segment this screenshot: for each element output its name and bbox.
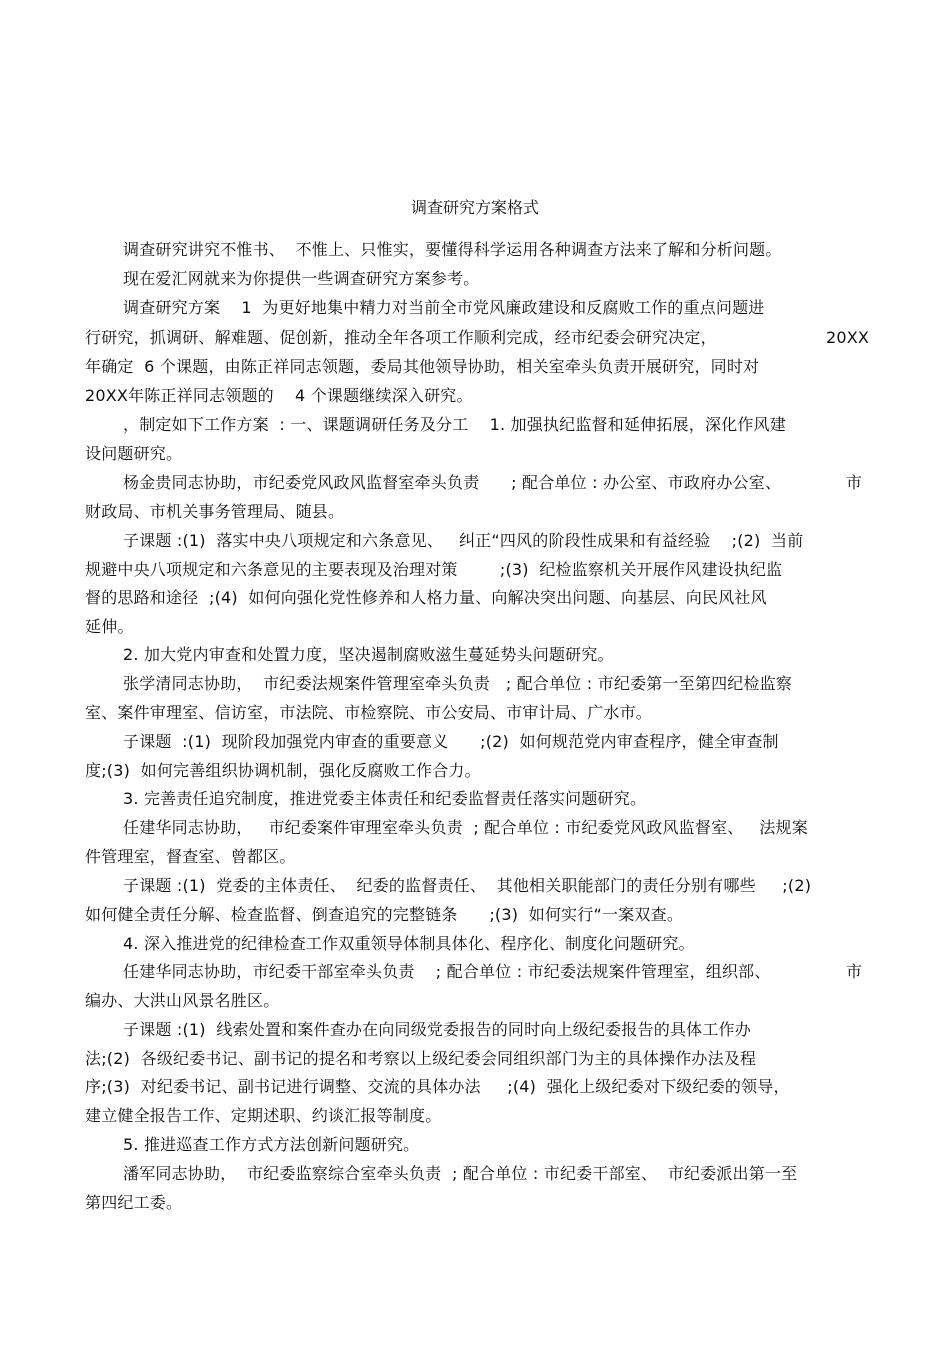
text-line: ，制定如下工作方案 : 一、课题调研任务及分工 1. 加强执纪监督和延伸拓展，深化作风建 — [123, 415, 786, 434]
text-line: 延伸。 — [85, 617, 134, 636]
text-line: 任建华同志协助，市纪委干部室牵头负责 ; 配合单位 : 市纪委法规案件管理室，组织部、 — [123, 962, 771, 981]
text-line: 件管理室，督查室、曾都区。 — [85, 847, 296, 866]
text-line: 法;(2) 各级纪委书记、副书记的提名和考察以上级纪委会同组织部门为主的具体操作办法及程 — [85, 1049, 757, 1068]
text-line: 潘军同志协助， 市纪委监察综合室牵头负责 ; 配合单位 : 市纪委干部室、 市纪委派出第一至 — [123, 1164, 798, 1183]
text-line: 如何健全责任分解、检查监督、倒查追究的完整链条 ;(3) 如何实行“一案双查。 — [85, 905, 684, 924]
text-line: 调查研究讲究不惟书、 不惟上、只惟实，要懂得科学运用各种调查方法来了解和分析问题。 — [123, 240, 782, 259]
text-line: 2. 加大党内审查和处置力度，坚决遏制腐败滋生蔓延势头问题研究。 — [123, 645, 614, 664]
document-title: 调查研究方案格式 — [410, 198, 539, 217]
text-line: 市 — [846, 962, 863, 981]
text-line: 规避中央八项规定和六条意见的主要表现及治理对策 ;(3) 纪检监察机关开展作风建设执纪监 — [85, 560, 783, 579]
text-line: 室、案件审理室、信访室，市法院、市检察院、市公安局、市审计局、广水市。 — [85, 703, 653, 722]
text-line: 设问题研究。 — [85, 444, 183, 463]
text-line: 年确定 6 个课题，由陈正祥同志领题，委局其他领导协助，相关室牵头负责开展研究，同时对 — [85, 357, 760, 376]
text-line: 编办、大洪山风景名胜区。 — [85, 991, 280, 1010]
text-line: 第四纪工委。 — [85, 1193, 183, 1212]
text-line: 财政局、市机关事务管理局、随县。 — [85, 502, 345, 521]
text-line: 建立健全报告工作、定期述职、约谈汇报等制度。 — [85, 1106, 442, 1125]
text-line: 20XX年陈正祥同志领题的 4 个课题继续深入研究。 — [85, 386, 473, 405]
text-line: 3. 完善责任追究制度，推进党委主体责任和纪委监督责任落实问题研究。 — [123, 789, 647, 808]
text-line: 5. 推进巡查工作方式方法创新问题研究。 — [123, 1135, 420, 1154]
text-line: 张学清同志协助， 市纪委法规案件管理室牵头负责 ; 配合单位 : 市纪委第一至第四纪检监察 — [123, 674, 793, 693]
text-line: 子课题 :(1) 现阶段加强党内审查的重要意义 ;(2) 如何规范党内审查程序，健全审查制 — [123, 732, 779, 751]
text-line: 任建华同志协助， 市纪委案件审理室牵头负责 ; 配合单位 : 市纪委党风政风监督室、 法规案 — [123, 818, 808, 837]
text-line: 4. 深入推进党的纪律检查工作双重领导体制具体化、程序化、制度化问题研究。 — [123, 934, 695, 953]
text-line: 子课题 :(1) 线索处置和案件查办在向同级党委报告的同时向上级纪委报告的具体工作办 — [123, 1020, 751, 1039]
text-line: 序;(3) 对纪委书记、副书记进行调整、交流的具体办法 ;(4) 强化上级纪委对下级纪委的领导， — [85, 1077, 790, 1096]
text-line: 子课题 :(1) 落实中央八项规定和六条意见、 纠正“四风的阶段性成果和有益经验 ;(2) 当前 — [123, 531, 804, 550]
text-line: 杨金贵同志协助，市纪委党风政风监督室牵头负责 ; 配合单位 : 办公室、市政府办公室、 — [123, 473, 782, 492]
text-line: 20XX — [826, 328, 870, 347]
text-line: 调查研究方案 1 为更好地集中精力对当前全市党风廉政建设和反腐败工作的重点问题进 — [123, 298, 765, 317]
text-line: 度;(3) 如何完善组织协调机制，强化反腐败工作合力。 — [85, 761, 481, 780]
text-line: 市 — [846, 473, 863, 492]
text-line: 督的思路和途径 ;(4) 如何向强化党性修养和人格力量、向解决突出问题、向基层、向民风社风 — [85, 588, 767, 607]
text-line: 现在爱汇网就来为你提供一些调查研究方案参考。 — [123, 269, 480, 288]
text-line: 行研究，抓调研、解难题、促创新，推动全年各项工作顺利完成，经市纪委会研究决定， — [85, 328, 717, 347]
text-line: 子课题 :(1) 党委的主体责任、 纪委的监督责任、 其他相关职能部门的责任分别有哪些 ;(2) — [123, 876, 812, 895]
